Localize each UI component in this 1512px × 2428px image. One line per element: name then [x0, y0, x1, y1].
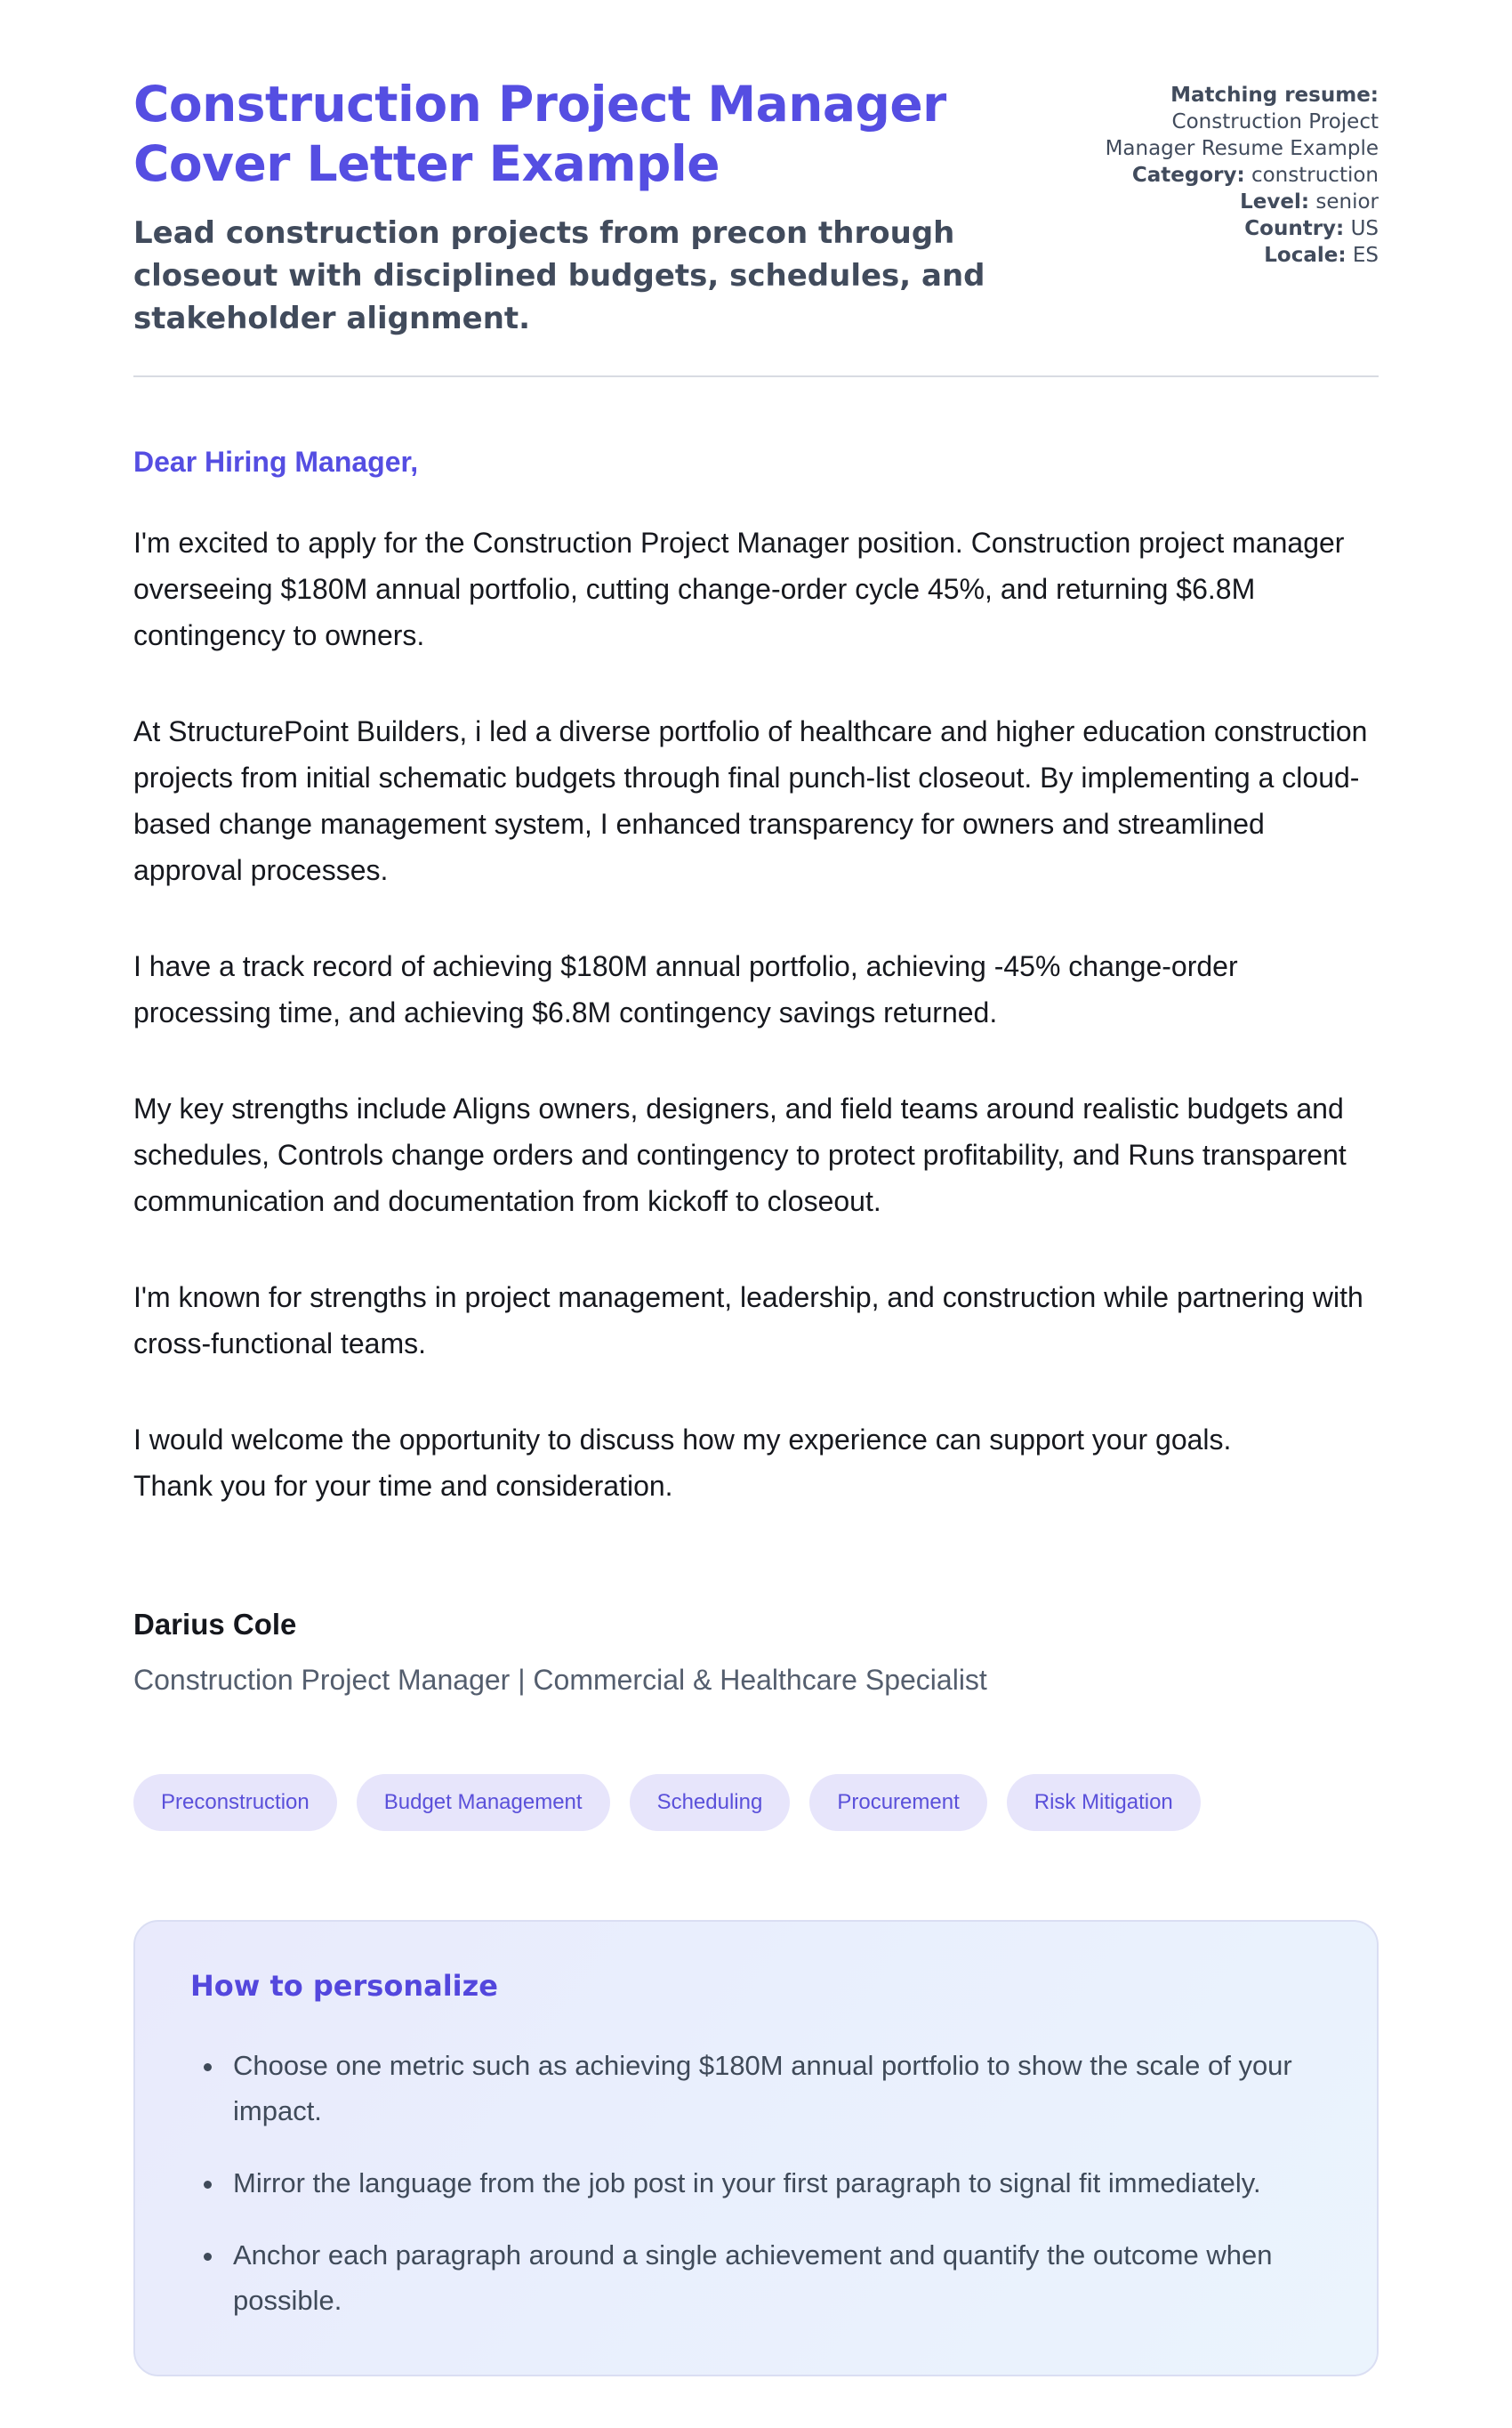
meta-locale: [1081, 242, 1379, 269]
meta-locale-value: ES: [1352, 244, 1379, 267]
letter-paragraph: At StructurePoint Builders, i led a diverse portfolio of healthcare and higher education construction projects from initial schematic budgets through final punch-list closeout. By implementing a cloud-based change management system, I enhanced transparency for owners and streamlined approval processes.: [133, 715, 1368, 886]
skill-tag-preconstruction[interactable]: Preconstruction: [133, 1774, 337, 1831]
meta-matching-resume-label: Matching resume:: [1170, 84, 1379, 107]
salutation: Dear Hiring Manager,: [133, 446, 419, 478]
meta-country: [1081, 215, 1379, 242]
tip-item: • Mirror the language from the job post in your first paragraph to signal fit immediately.: [226, 2160, 1322, 2206]
meta-category-label: Category:: [1131, 164, 1245, 187]
resume-meta-panel: [1081, 82, 1379, 269]
skill-tags: [133, 1774, 1379, 1831]
meta-level: [1081, 189, 1379, 215]
meta-matching-resume: [1081, 82, 1379, 162]
header-divider: [133, 375, 1379, 377]
page-title: Construction Project Manager Cover Letter Example: [133, 76, 946, 192]
signature-name: Darius Cole: [133, 1608, 297, 1641]
letter-paragraph: I'm excited to apply for the Construction Project Manager position. Construction project manager overseeing $180M annual portfolio, cutting change-order cycle 45%, and returning $6.8M contingency to owners.: [133, 527, 1345, 651]
skill-tag-risk-mitigation[interactable]: Risk Mitigation: [1007, 1774, 1201, 1831]
meta-level-value: senior: [1315, 190, 1379, 214]
letter-paragraph: I would welcome the opportunity to discuss how my experience can support your goals. Thank you for your time and consideration.: [133, 1424, 1232, 1502]
cover-letter-page: [133, 0, 1379, 2428]
letter-body: [133, 445, 1379, 2376]
skill-tag-scheduling[interactable]: Scheduling: [630, 1774, 791, 1831]
meta-level-label: Level:: [1240, 190, 1310, 214]
tips-list: [190, 2043, 1322, 2323]
header-title-block: [133, 75, 1023, 340]
signature-role: Construction Project Manager | Commercial & Healthcare Specialist: [133, 1664, 987, 1696]
meta-country-value: US: [1350, 217, 1379, 240]
meta-category: [1081, 162, 1379, 189]
skill-tag-budget-management[interactable]: Budget Management: [357, 1774, 610, 1831]
tip-item: • Choose one metric such as achieving $180M annual portfolio to show the scale of your impact.: [226, 2043, 1322, 2134]
letter-paragraph: I have a track record of achieving $180M annual portfolio, achieving -45% change-order processing time, and achieving $6.8M contingency savings returned.: [133, 950, 1238, 1028]
header: [133, 75, 1379, 340]
meta-category-value: construction: [1251, 164, 1379, 187]
tips-title: How to personalize: [190, 1969, 498, 2003]
skill-tag-procurement[interactable]: Procurement: [809, 1774, 986, 1831]
how-to-personalize-box: [133, 1920, 1379, 2376]
letter-paragraph: I'm known for strengths in project management, leadership, and construction while partnering with cross-functional teams.: [133, 1281, 1363, 1359]
meta-locale-label: Locale:: [1264, 244, 1347, 267]
meta-matching-resume-value: Construction Project Manager Resume Example: [1105, 110, 1379, 160]
tip-item: • Anchor each paragraph around a single achievement and quantify the outcome when possible.: [226, 2232, 1322, 2323]
meta-country-label: Country:: [1244, 217, 1345, 240]
letter-paragraph: My key strengths include Aligns owners, designers, and field teams around realistic budgets and schedules, Controls change orders and contingency to protect profitability, and Runs transparent communication and documentation from kickoff to closeout.: [133, 1093, 1347, 1217]
page-subtitle: Lead construction projects from precon through closeout with disciplined budgets, schedules, and stakeholder alignment.: [133, 215, 985, 336]
